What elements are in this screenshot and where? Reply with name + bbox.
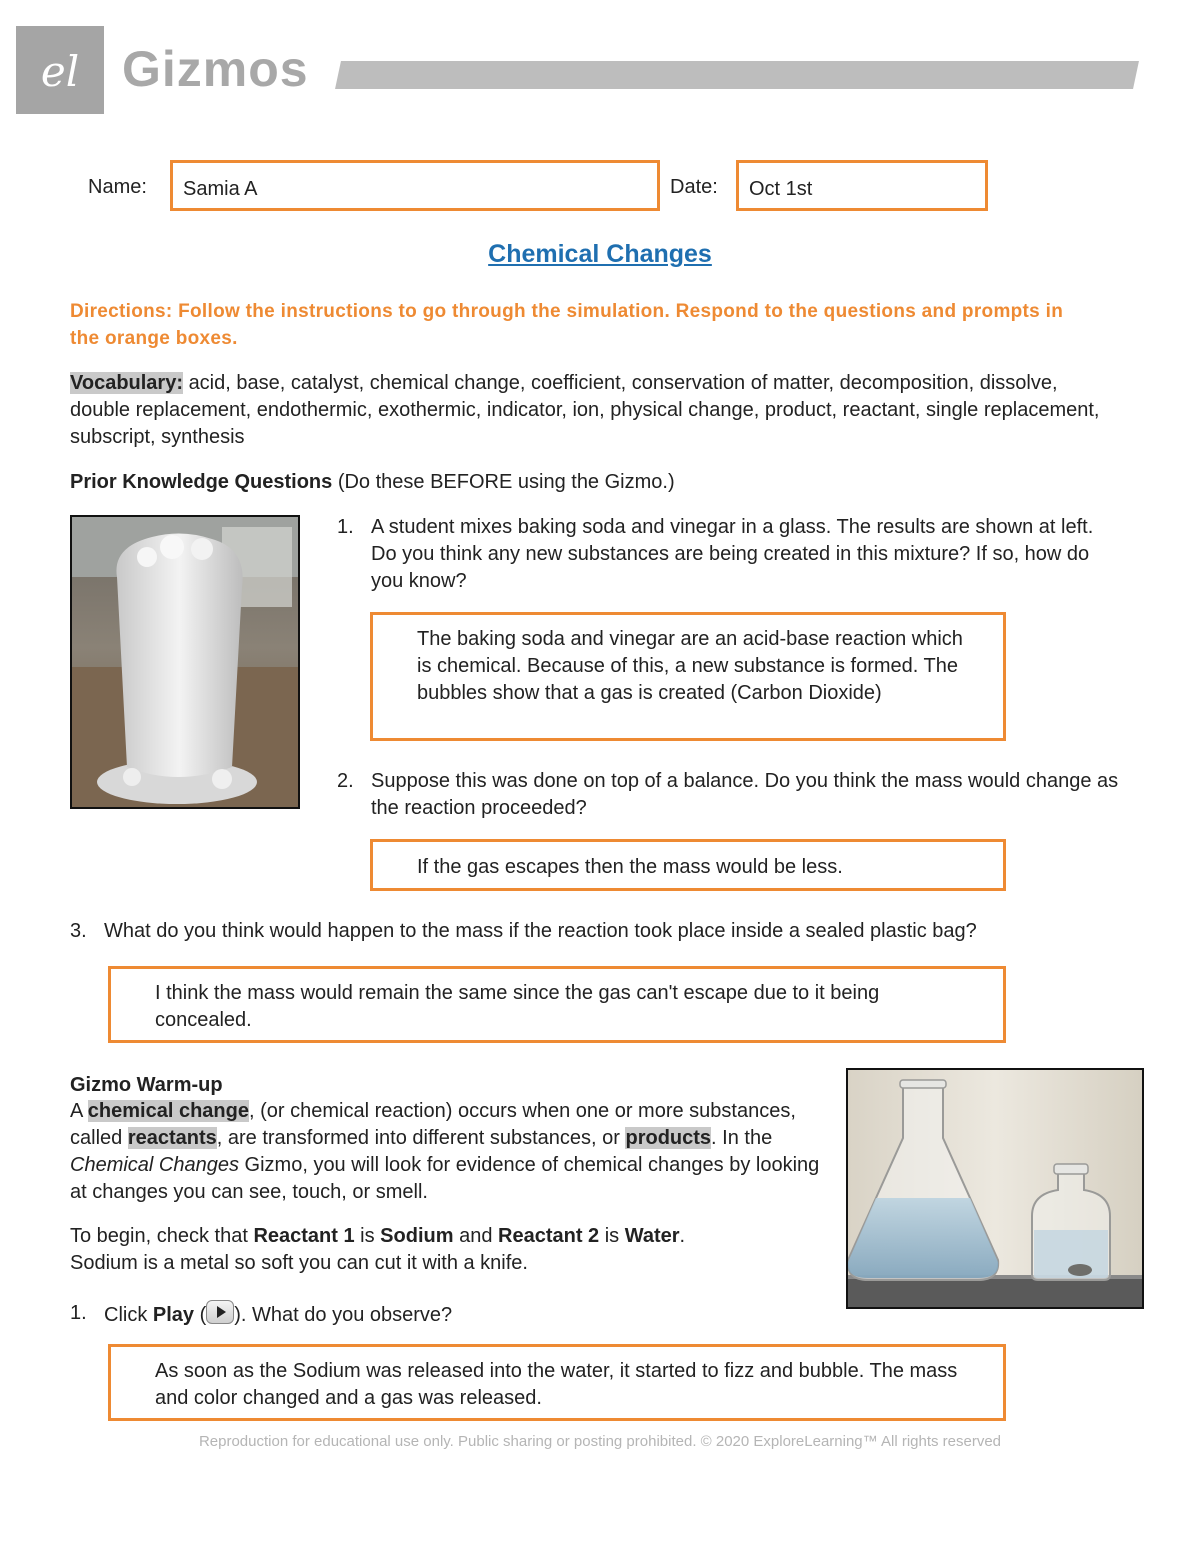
warmup-question-1-number: 1.: [70, 1302, 87, 1324]
warmup-answer-box-1[interactable]: As soon as the Sodium was released into the water, it started to fizz and bubble. The mass and color changed and a gas was released.: [108, 1344, 1006, 1421]
explorelearning-logo: [16, 26, 104, 114]
warmup-question-1: 1. Click Play ( ). What do you observe?: [70, 1302, 453, 1326]
copyright-footer: Reproduction for educational use only. Public sharing or posting prohibited. © 2020 ExploreLearning™ All rights reserved: [198, 1433, 1002, 1450]
reactant-1-value: Sodium: [380, 1225, 454, 1247]
answer-box-1[interactable]: The baking soda and vinegar are an acid-base reaction which is chemical. Because of this, a new substance is formed. The bubbles show that a gas is created (Carbon Dioxide): [370, 612, 1006, 741]
reactant-2-label: Reactant 2: [498, 1225, 600, 1247]
date-field[interactable]: Oct 1st: [736, 160, 988, 211]
question-2-text: Suppose this was done on top of a balance. Do you think the mass would change as the reaction proceeded?: [371, 770, 1119, 819]
page-title: Chemical Changes: [488, 240, 712, 268]
name-label: Name:: [88, 176, 147, 198]
question-2-number: 2.: [337, 770, 354, 792]
directions: Directions: Follow the instructions to go through the simulation. Respond to the questions and prompts in the orange boxes.: [70, 301, 1064, 349]
question-1-text: A student mixes baking soda and vinegar in a glass. The results are shown at left. Do you think any new substances are being created in this mixture? If so, how do you know?: [371, 516, 1094, 592]
prior-knowledge-heading: [70, 469, 675, 496]
reactant-2-value: Water: [624, 1225, 680, 1247]
vocabulary-label: Vocabulary:: [70, 372, 183, 394]
term-chemical-change: chemical change: [87, 1100, 249, 1122]
vocabulary: [70, 370, 1120, 451]
warmup-paragraph-2: To begin, check that Reactant 1 is Sodium and Reactant 2 is Water. Sodium is a metal so soft you can cut it with a knife.: [70, 1225, 686, 1274]
play-icon: [206, 1300, 234, 1324]
question-3-text: What do you think would happen to the mass if the reaction took place inside a sealed plastic bag?: [104, 920, 977, 942]
question-1-number: 1.: [337, 516, 354, 538]
question-2: [337, 768, 1127, 826]
gizmo-name: Chemical Changes: [70, 1154, 239, 1176]
vocabulary-terms: acid, base, catalyst, chemical change, coefficient, conservation of matter, decomposition, dissolve, double replacement, endothermic, exothermic, indicator, ion, physical change, product, reactant, single replacement, subscript, synthesis: [70, 372, 1100, 448]
term-reactants: reactants: [127, 1127, 217, 1149]
reactant-1-label: Reactant 1: [253, 1225, 355, 1247]
header-decorative-bar: [335, 61, 1139, 89]
baking-soda-vinegar-photo: [70, 515, 300, 809]
flask-simulation-image: [846, 1068, 1144, 1309]
warmup-heading: [70, 1072, 223, 1099]
warmup-paragraph-1: A chemical change, (or chemical reaction) occurs when one or more substances, called reactants, are transformed into different substances, or products. In the Chemical Changes Gizmo, you will look for evidence of chemical changes by looking at changes you can see, touch, or smell.: [70, 1100, 820, 1203]
warmup-heading-text: Gizmo Warm-up: [70, 1074, 223, 1096]
question-3-number: 3.: [70, 920, 87, 942]
brand-name: Gizmos: [122, 41, 309, 97]
sodium-note: Sodium is a metal so soft you can cut it with a knife.: [70, 1252, 528, 1274]
logo-monogram: el: [40, 47, 80, 96]
answer-box-2[interactable]: If the gas escapes then the mass would be less.: [370, 839, 1006, 891]
play-label: Play: [152, 1304, 195, 1326]
question-1: [337, 514, 1127, 599]
term-products: products: [625, 1127, 712, 1149]
answer-box-3[interactable]: I think the mass would remain the same since the gas can't escape due to it being concealed.: [108, 966, 1006, 1043]
name-field[interactable]: Samia A: [170, 160, 660, 211]
prior-knowledge-note: (Do these BEFORE using the Gizmo.): [337, 471, 675, 493]
prior-knowledge-title: Prior Knowledge Questions: [70, 471, 333, 493]
question-3: [70, 918, 1130, 948]
date-label: Date:: [670, 176, 718, 198]
